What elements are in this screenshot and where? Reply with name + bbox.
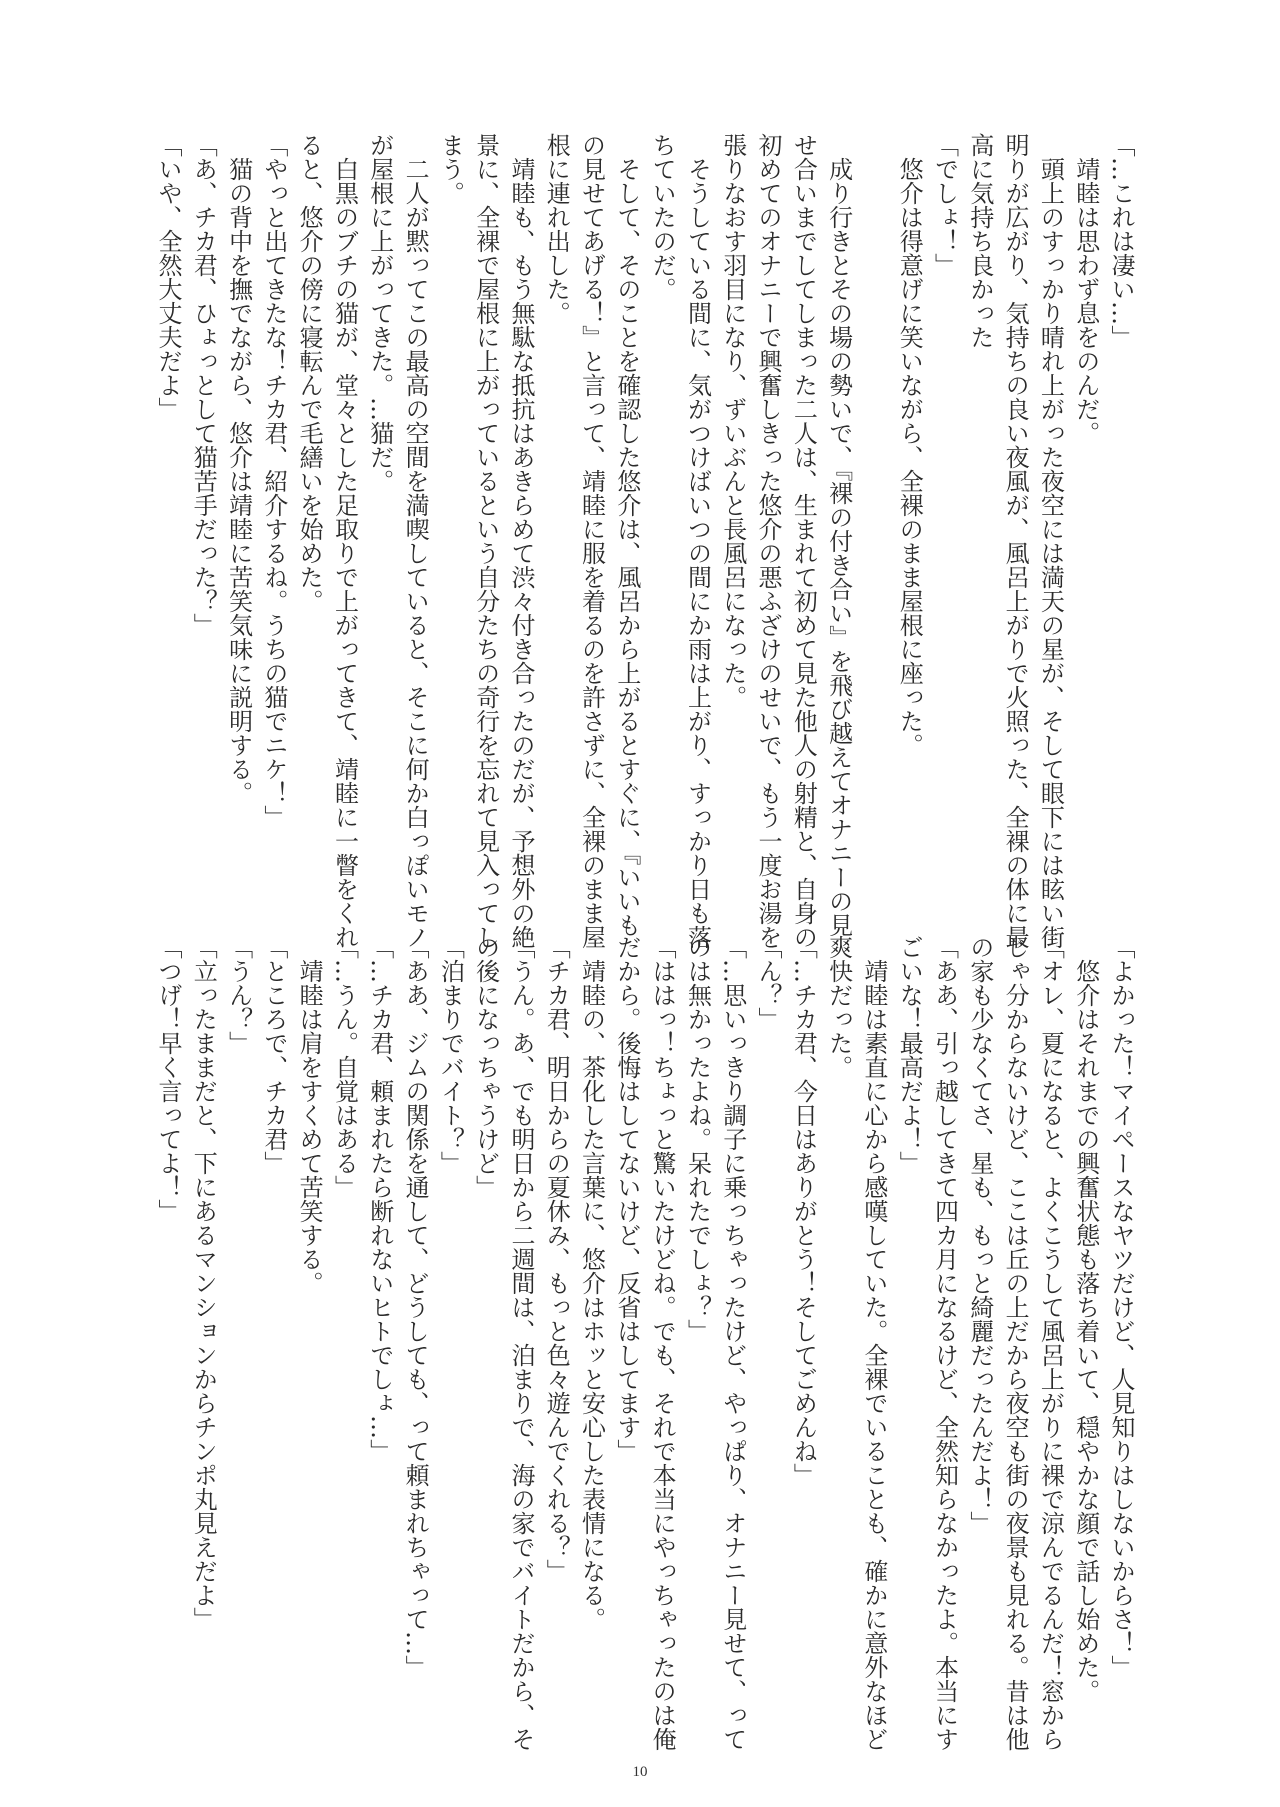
text-line: が屋根に上がってきた。…猫だ。 xyxy=(365,133,394,493)
text-line: 二人が黙ってこの最高の空間を満喫していると、そこに何か白っぽいモノ xyxy=(401,133,430,949)
text-line: 張りなおす羽目になり、ずいぶんと長風呂になった。 xyxy=(718,133,747,709)
upper-text-section xyxy=(150,133,1138,963)
text-line: 悠介は得意げに笑いながら、全裸のまま屋根に座った。 xyxy=(895,133,924,757)
text-line: 「でしょ！」 xyxy=(930,133,959,277)
text-line: 明りが広がり、気持ちの良い夜風が、風呂上がりで火照った、全裸の体に最 xyxy=(1001,133,1030,949)
text-line: 「…うん。自覚はある」 xyxy=(330,935,359,1199)
text-line: 靖睦は肩をすくめて苦笑する。 xyxy=(295,935,324,1295)
text-line: 猫の背中を撫でながら、悠介は靖睦に苦笑気味に説明する。 xyxy=(224,133,253,805)
text-line: 「オレ、夏になると、よくこうして風呂上がりに裸で涼んでるんだ！窓から xyxy=(1036,935,1065,1751)
text-line: 白黒のブチの猫が、堂々とした足取りで上がってきて、靖睦に一瞥をくれ xyxy=(330,133,359,949)
text-line: せ合いまでしてしまった二人は、生まれて初めて見た他人の射精と、自身の xyxy=(789,133,818,949)
text-line: 「いや、全然大丈夫だよ」 xyxy=(153,133,182,421)
text-line: 爽快だった。 xyxy=(824,935,853,1079)
text-line: 初めてのオナニーで興奮しきった悠介の悪ふざけのせいで、もう一度お湯を xyxy=(754,133,783,949)
text-line: 「つげ！早く言ってよ！」 xyxy=(153,935,182,1223)
text-line: 頭上のすっかり晴れ上がった夜空には満天の星が、そして眼下には眩い街 xyxy=(1036,133,1065,949)
text-line: 高に気持ち良かった xyxy=(965,133,994,349)
text-line: 「立ったままだと、下にあるマンションからチンポ丸見えだよ」 xyxy=(189,935,218,1631)
text-line: ちていたのだ。 xyxy=(648,133,677,301)
text-line: 「ははっ！ちょっと驚いたけどね。でも、それで本当にやっちゃったのは俺 xyxy=(648,935,677,1751)
text-line: そして、そのことを確認した悠介は、風呂から上がるとすぐに、『いいも xyxy=(612,133,641,937)
text-line: 靖睦は思わず息をのんだ。 xyxy=(1071,133,1100,445)
text-line: の見せてあげる！』と言って、靖睦に服を着るのを許さずに、全裸のまま屋 xyxy=(577,133,606,949)
text-line: のは無かったよね。呆れたでしょ？」 xyxy=(683,935,712,1343)
text-line: 悠介はそれまでの興奮状態も落ち着いて、穏やかな顔で話し始めた。 xyxy=(1071,935,1100,1703)
text-line: 「ところで、チカ君」 xyxy=(259,935,288,1175)
text-line: 「…これは凄い…」 xyxy=(1107,133,1135,349)
text-line: 景に、全裸で屋根に上がっているという自分たちの奇行を忘れて見入ってし xyxy=(471,133,500,949)
text-line: だから。後悔はしてないけど、反省はしてます」 xyxy=(612,935,641,1463)
text-line: 「うん？」 xyxy=(224,935,253,1055)
text-line: 「チカ君、明日からの夏休み、もっと色々遊んでくれる？」 xyxy=(542,935,571,1583)
text-line: 根に連れ出した。 xyxy=(542,133,571,325)
text-line: 「やっと出てきたな！チカ君、紹介するね。うちの猫でニケ！」 xyxy=(259,133,288,829)
text-line: そうしている間に、気がつけばいつの間にか雨は上がり、すっかり日も落 xyxy=(683,133,712,949)
text-line: 「泊まりでバイト？」 xyxy=(436,935,465,1175)
text-line: 「…チカ君、今日はありがとう！そしてごめんね」 xyxy=(789,935,818,1487)
text-line: 「よかった！マイペースなヤツだけど、人見知りはしないからさ！」 xyxy=(1107,935,1135,1679)
text-line: ごいな！最高だよ！」 xyxy=(895,935,924,1175)
page-number: 10 xyxy=(632,1764,648,1780)
text-line: じゃ分からないけど、ここは丘の上だから夜空も街の夜景も見れる。昔は他 xyxy=(1001,935,1030,1751)
text-line: 「…チカ君、頼まれたら断れないヒトでしょ…」 xyxy=(365,935,394,1463)
text-line: 「…思いっきり調子に乗っちゃったけど、やっぱり、オナニー見せて、って xyxy=(718,935,747,1751)
text-line xyxy=(856,133,891,963)
text-line: 靖睦の、茶化した言葉に、悠介はホッと安心した表情になる。 xyxy=(577,935,606,1631)
text-line: ると、悠介の傍に寝転んで毛繕いを始めた。 xyxy=(295,133,324,613)
text-line: 「うん。あ、でも明日から二週間は、泊まりで、海の家でバイトだから、そ xyxy=(506,935,535,1751)
text-line: 「ああ、ジムの関係を通して、どうしても、って頼まれちゃって…」 xyxy=(401,935,430,1679)
text-line: 「あ、チカ君、ひょっとして猫苦手だった？」 xyxy=(189,133,218,637)
text-line: 靖睦は素直に心から感嘆していた。全裸でいることも、確かに意外なほど xyxy=(859,935,888,1751)
text-line: 成り行きとその場の勢いで、『裸の付き合い』を飛び越えてオナニーの見 xyxy=(824,133,853,937)
text-line: の家も少なくてさ、星も、もっと綺麗だったんだよ！」 xyxy=(965,935,994,1535)
text-line: 靖睦も、もう無駄な抵抗はあきらめて渋々付き合ったのだが、予想外の絶 xyxy=(506,133,535,949)
lower-text-section xyxy=(150,935,1138,1765)
text-line: 「ん？」 xyxy=(754,935,783,1031)
text-line: 「ああ、引っ越してきて四カ月になるけど、全然知らなかったよ。本当にす xyxy=(930,935,959,1751)
text-line: の後になっちゃうけど」 xyxy=(471,935,500,1199)
text-line: まう。 xyxy=(436,133,465,205)
